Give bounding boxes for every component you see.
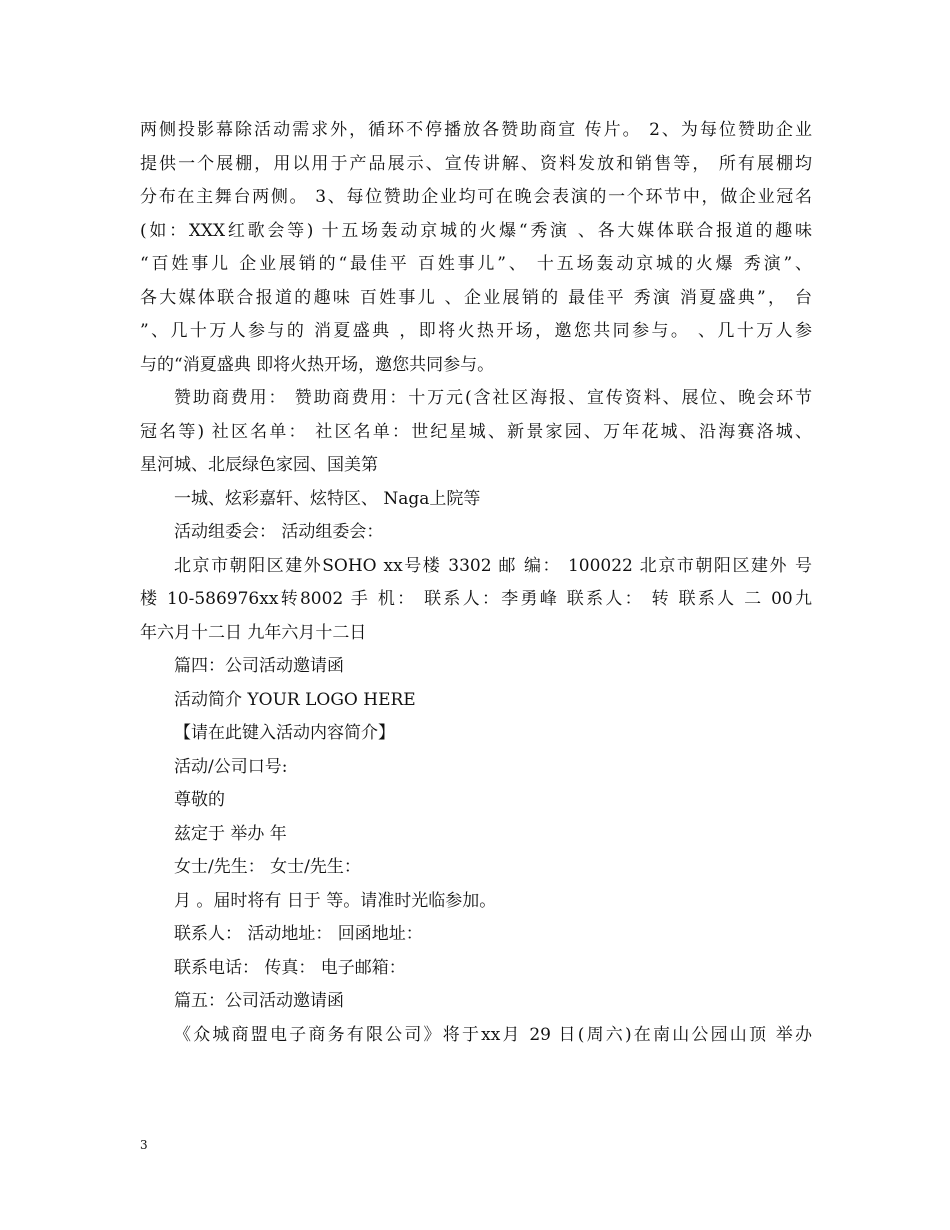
document-body — [140, 114, 812, 1052]
text-line: 《众城商盟电子商务有限公司》将于xx月 29 日(周六)在南山公园山顶 举办 — [174, 1024, 812, 1045]
text-line: (如：XXX红歌会等) 十五场轰动京城的火爆“秀演 、各大媒体联合报道的趣味 — [140, 220, 812, 241]
text-line: 分布在主舞台两侧。 3、每位赞助企业均可在晚会表演的一个环节中，做企业冠名 — [140, 187, 812, 207]
text-line: 北京市朝阳区建外SOHO xx号楼 3302 邮 编： 100022 北京市朝阳区建外 号 — [174, 555, 812, 576]
text-line: 冠名等) 社区名单： 社区名单：世纪星城、新景家园、万年花城、沿海赛洛城、 — [140, 421, 812, 442]
text-line: 楼 10-586976xx转8002 手 机： 联系人：李勇峰 联系人： 转 联系人 二 00九 — [140, 589, 812, 609]
text-line: 篇五：公司活动邀请函 — [174, 991, 344, 1011]
page-number: 3 — [140, 1138, 148, 1152]
text-line: 提供一个展棚，用以用于产品展示、宣传讲解、资料发放和销售等， 所有展棚均 — [140, 153, 812, 174]
text-line: 年六月十二日 九年六月十二日 — [140, 622, 367, 643]
text-line: 一城、炫彩嘉轩、炫特区、 Naga上院等 — [174, 488, 481, 509]
text-line: 活动简介 YOUR LOGO HERE — [174, 689, 416, 710]
text-line: 活动/公司口号: — [174, 756, 288, 777]
text-line: 活动组委会： 活动组委会： — [174, 522, 384, 542]
text-line: 【请在此键入活动内容简介】 — [174, 723, 395, 743]
text-line: 兹定于 举办 年 — [174, 823, 287, 844]
text-line: 女士/先生： 女士/先生： — [174, 857, 361, 877]
text-line: ”、几十万人参与的 消夏盛典 ，即将火热开场，邀您共同参与。 、几十万人参 — [140, 321, 812, 341]
text-line: 篇四：公司活动邀请函 — [174, 656, 344, 676]
text-line: 两侧投影幕除活动需求外，循环不停播放各赞助商宣 传片。 2、为每位赞助企业 — [140, 120, 812, 140]
text-line: 尊敬的 — [174, 790, 225, 810]
text-line: 联系人： 活动地址： 回函地址： — [174, 924, 423, 944]
text-line: 月 。届时将有 日于 等。请准时光临参加。 — [174, 890, 497, 911]
text-line: 星河城、北辰绿色家园、国美第 — [140, 455, 378, 475]
text-line: 赞助商费用： 赞助商费用：十万元(含社区海报、宣传资料、展位、晚会环节 — [174, 388, 812, 408]
text-line: 与的“消夏盛典 即将火热开场，邀您共同参与。 — [140, 354, 495, 375]
text-line: “百姓事儿 企业展销的“最佳平 百姓事儿”、 十五场轰动京城的火爆 秀演”、 — [140, 254, 812, 274]
text-line: 各大媒体联合报道的趣味 百姓事儿 、企业展销的 最佳平 秀演 消夏盛典”， 台 — [140, 287, 812, 308]
text-line: 联系电话： 传真： 电子邮箱： — [174, 957, 406, 978]
